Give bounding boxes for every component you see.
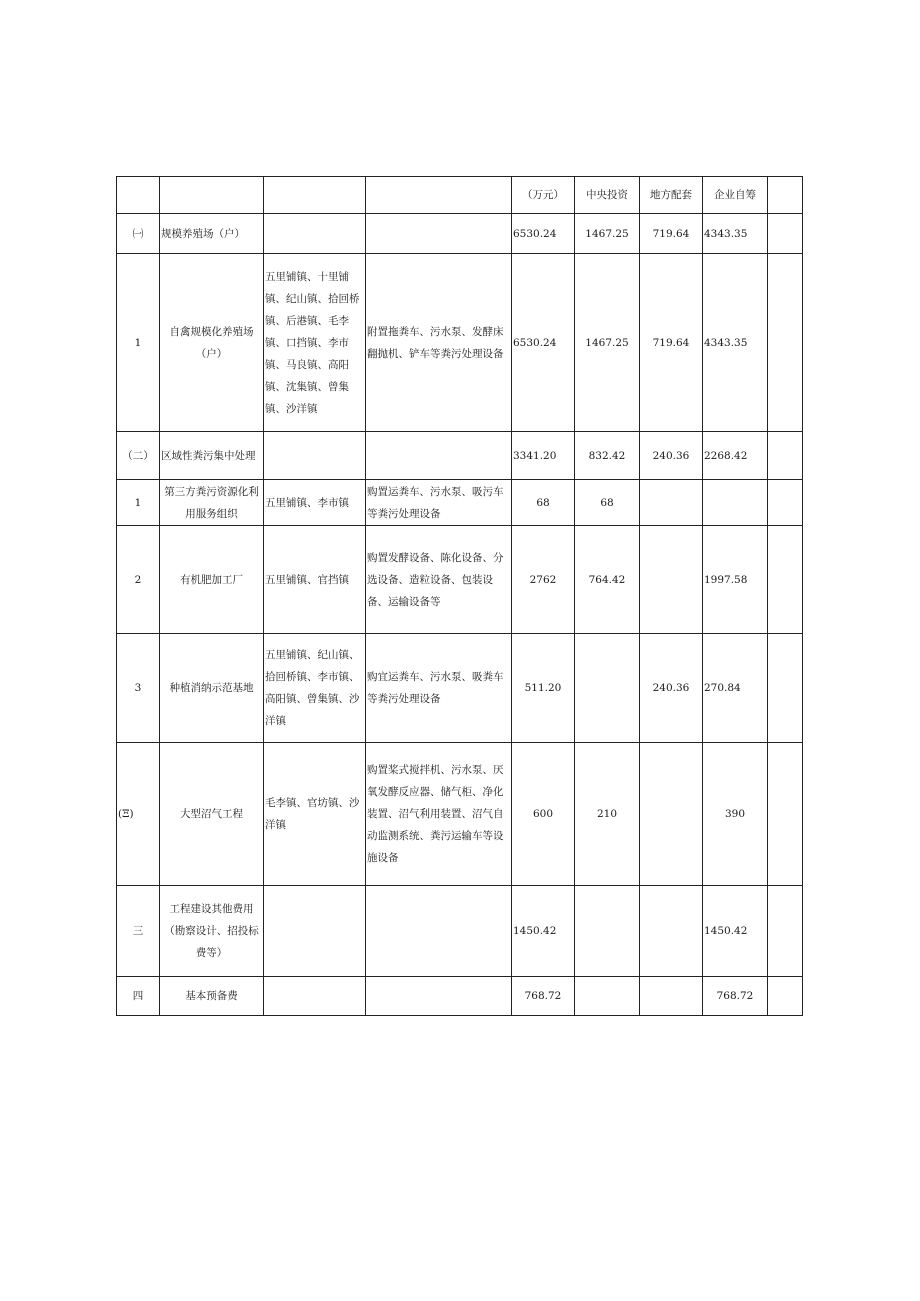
row-enterprise: 4343.35 <box>703 254 768 432</box>
row-towns <box>264 977 366 1016</box>
row-name: 规模养殖场（户） <box>160 214 264 254</box>
row-enterprise: 4343.35 <box>703 214 768 254</box>
header-cell-extra <box>768 177 803 214</box>
header-central: 中央投资 <box>575 177 640 214</box>
table-row <box>117 743 803 886</box>
row-central: 210 <box>575 743 640 886</box>
row-no: ㈠ <box>117 214 160 254</box>
row-total: 768.72 <box>512 977 575 1016</box>
row-central: 68 <box>575 480 640 526</box>
row-extra <box>768 254 803 432</box>
row-local <box>640 977 703 1016</box>
row-content <box>366 432 512 480</box>
row-no: 1 <box>117 480 160 526</box>
header-cell-content <box>366 177 512 214</box>
row-no: (Ξ) <box>117 743 160 886</box>
row-enterprise: 1450.42 <box>703 886 768 977</box>
row-extra <box>768 886 803 977</box>
row-towns <box>264 214 366 254</box>
row-total: 6530.24 <box>512 254 575 432</box>
row-towns: 五里铺镇、官挡镇 <box>264 526 366 634</box>
row-total: 3341.20 <box>512 432 575 480</box>
header-cell-no <box>117 177 160 214</box>
table-row <box>117 526 803 634</box>
row-name: 第三方粪污资源化利用服务组织 <box>160 480 264 526</box>
row-local: 719.64 <box>640 214 703 254</box>
row-content <box>366 977 512 1016</box>
row-content: 购置发酵设备、陈化设备、分选设备、造粒设备、包装设备、运输设备等 <box>366 526 512 634</box>
row-towns: 五里铺镇、李市镇 <box>264 480 366 526</box>
row-local <box>640 886 703 977</box>
row-no: 三 <box>117 886 160 977</box>
row-towns <box>264 432 366 480</box>
header-unit: （万元） <box>512 177 575 214</box>
row-total: 68 <box>512 480 575 526</box>
row-local: 240.36 <box>640 432 703 480</box>
row-extra <box>768 977 803 1016</box>
row-extra <box>768 480 803 526</box>
row-name: 工程建设其他费用（勘察设计、招投标费等） <box>160 886 264 977</box>
row-central <box>575 634 640 743</box>
row-local: 719.64 <box>640 254 703 432</box>
row-enterprise: 2268.42 <box>703 432 768 480</box>
row-enterprise <box>703 480 768 526</box>
row-total: 600 <box>512 743 575 886</box>
header-enterprise: 企业自筹 <box>703 177 768 214</box>
row-name: 自禽规模化养殖场（户） <box>160 254 264 432</box>
row-central: 764.42 <box>575 526 640 634</box>
row-enterprise: 768.72 <box>703 977 768 1016</box>
row-extra <box>768 634 803 743</box>
row-central: 832.42 <box>575 432 640 480</box>
row-total: 511.20 <box>512 634 575 743</box>
row-total: 6530.24 <box>512 214 575 254</box>
row-towns: 五里铺镇、十里铺镇、纪山镇、拾回桥镇、后港镇、毛李镇、口挡镇、李市镇、马良镇、高阳镇、沈集镇、曾集镇、沙洋镇 <box>264 254 366 432</box>
table-row <box>117 480 803 526</box>
row-central <box>575 977 640 1016</box>
row-local: 240.36 <box>640 634 703 743</box>
row-content: 购宜运粪车、污水泵、吸粪车等粪污处理设备 <box>366 634 512 743</box>
table-row <box>117 214 803 254</box>
table-row <box>117 254 803 432</box>
table-row <box>117 977 803 1016</box>
header-local: 地方配套 <box>640 177 703 214</box>
row-extra <box>768 526 803 634</box>
row-name: 区域性粪污集中处理 <box>160 432 264 480</box>
row-no: （二） <box>117 432 160 480</box>
row-central: 1467.25 <box>575 214 640 254</box>
row-extra <box>768 743 803 886</box>
row-enterprise: 390 <box>703 743 768 886</box>
row-content: 购置桨式搅拌机、污水泵、厌氧发酵反应器、储气柜、净化装置、沼气利用装置、沼气自动监测系统、粪污运输车等设施设备 <box>366 743 512 886</box>
table-row <box>117 432 803 480</box>
table-header-row <box>117 177 803 214</box>
row-name: 有机肥加工厂 <box>160 526 264 634</box>
row-name: 种植消纳示范基地 <box>160 634 264 743</box>
header-cell-towns <box>264 177 366 214</box>
row-no: 1 <box>117 254 160 432</box>
row-name: 基本预备费 <box>160 977 264 1016</box>
row-central: 1467.25 <box>575 254 640 432</box>
table-row <box>117 886 803 977</box>
row-no: 3 <box>117 634 160 743</box>
row-content: 购置运粪车、污水泵、吸污车等粪污处理设备 <box>366 480 512 526</box>
row-central <box>575 886 640 977</box>
row-towns: 毛李镇、官坊镇、沙洋镇 <box>264 743 366 886</box>
row-local <box>640 743 703 886</box>
row-no: 2 <box>117 526 160 634</box>
row-enterprise: 270.84 <box>703 634 768 743</box>
row-total: 2762 <box>512 526 575 634</box>
row-no: 四 <box>117 977 160 1016</box>
row-content <box>366 886 512 977</box>
row-local <box>640 480 703 526</box>
row-content: 附置拖粪车、污水泵、发酵床翻抛机、铲车等粪污处理设备 <box>366 254 512 432</box>
row-towns <box>264 886 366 977</box>
row-enterprise: 1997.58 <box>703 526 768 634</box>
table-row <box>117 634 803 743</box>
row-extra <box>768 214 803 254</box>
header-cell-name <box>160 177 264 214</box>
row-name: 大型沼气工程 <box>160 743 264 886</box>
row-total: 1450.42 <box>512 886 575 977</box>
row-local <box>640 526 703 634</box>
row-towns: 五里铺镇、纪山镇、拾回桥镇、李市镇、高阳镇、曾集镇、沙洋镇 <box>264 634 366 743</box>
row-extra <box>768 432 803 480</box>
row-content <box>366 214 512 254</box>
investment-budget-table <box>116 176 803 1016</box>
